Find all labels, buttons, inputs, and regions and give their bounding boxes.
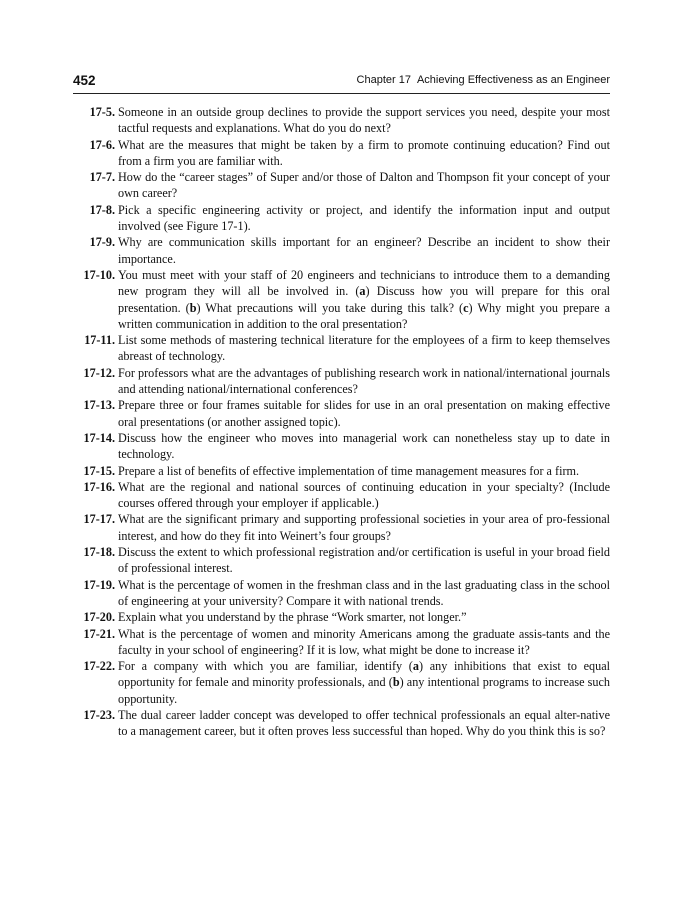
problem-text: Discuss how the engineer who moves into managerial work can nonetheless stay up to date in technology. <box>118 430 610 462</box>
problem-number: 17-8. <box>89 202 115 217</box>
running-head <box>357 74 610 86</box>
problem-text-segment: ) any inhibitions that exist to equal opportunity for female and minority professionals, and ( <box>118 659 610 690</box>
problem-item <box>73 511 610 544</box>
header-rule <box>73 93 610 94</box>
problem-number: 17-15. <box>83 463 115 478</box>
problem-text: Pick a specific engineering activity or project, and identify the information input and output involved (see Figure 17-1). <box>118 202 610 234</box>
problem-number: 17-14. <box>83 430 115 445</box>
problem-text <box>118 658 610 707</box>
problem-number: 17-19. <box>83 577 115 592</box>
problem-item <box>73 544 610 577</box>
problem-item <box>73 609 610 625</box>
problem-text-segment: ) Why might you prepare a written communication in addition to the oral presentation? <box>118 300 611 331</box>
part-label: a <box>412 659 419 674</box>
problem-text-segment: ) What precautions will you take during this talk? ( <box>196 300 464 315</box>
problem-item <box>73 234 610 267</box>
problem-number: 17-21. <box>83 626 115 641</box>
problem-item <box>73 202 610 235</box>
problem-text: How do the “career stages” of Super and/or those of Dalton and Thompson fit your concept of your own career? <box>118 170 610 201</box>
chapter-label: Chapter 17 <box>356 74 411 86</box>
problem-number: 17-9. <box>89 235 115 250</box>
part-label: b <box>392 675 400 690</box>
problem-item <box>73 365 610 398</box>
problem-text: List some methods of mastering technical literature for the employees of a firm to keep themselves abreast of technology. <box>118 333 610 364</box>
problem-text: What are the significant primary and supporting professional societies in your area of pro-fessional interest, and how do they fit into Weinert’s four groups? <box>118 512 610 543</box>
problem-text: Why are communication skills important for an engineer? Describe an incident to show their importance. <box>118 235 610 266</box>
problem-text: Explain what you understand by the phrase “Work smarter, not longer.” <box>118 610 467 625</box>
problem-text-segment: You must meet with your staff of 20 engineers and technicians to introduce them to a demanding new program they will all be involved in. ( <box>118 267 610 299</box>
problem-text <box>118 267 610 332</box>
problem-text: What is the percentage of women in the freshman class and in the last graduating class in the school of engineering at your university? Compare it with national trends. <box>118 577 610 608</box>
problem-text: Prepare a list of benefits of effective implementation of time management measures for a firm. <box>118 463 580 478</box>
problem-item <box>73 332 610 365</box>
problem-text-segment: ) Discuss how you will prepare for this oral presentation. ( <box>118 284 610 315</box>
problem-text: Discuss the extent to which professional registration and/or certification is useful in your broad field of professional interest. <box>118 545 610 576</box>
problem-text-segment: ) any intentional programs to increase such opportunity. <box>118 675 610 706</box>
problem-item <box>73 479 610 512</box>
problem-number: 17-22. <box>83 659 115 674</box>
page-number: 452 <box>73 73 96 88</box>
problem-item <box>73 707 610 740</box>
problem-text: What is the percentage of women and minority Americans among the graduate assis-tants and the faculty in your school of engineering? If it is low, what might be done to increase it? <box>118 626 610 657</box>
chapter-title: Achieving Effectiveness as an Engineer <box>416 74 610 86</box>
problem-number: 17-20. <box>83 610 115 625</box>
problem-list <box>73 104 610 740</box>
part-label: c <box>463 300 469 315</box>
running-header <box>73 73 610 91</box>
problem-number: 17-17. <box>83 512 115 527</box>
problem-item <box>73 104 610 137</box>
problem-item <box>73 658 610 707</box>
problem-text: Prepare three or four frames suitable for slides for use in an oral presentation on making effective oral presentations (or another assigned topic). <box>118 398 610 429</box>
part-label: b <box>189 300 197 315</box>
problem-item <box>73 397 610 430</box>
problem-number: 17-5. <box>89 105 115 119</box>
problem-text: Someone in an outside group declines to provide the support services you need, despite your most tactful requests and explanations. What do you do next? <box>118 105 610 136</box>
problem-item <box>73 137 610 170</box>
problem-item <box>73 430 610 463</box>
problem-number: 17-18. <box>83 545 115 560</box>
problem-item <box>73 463 610 479</box>
problem-item <box>73 626 610 659</box>
problem-item <box>73 169 610 202</box>
problem-number: 17-11. <box>84 333 115 348</box>
problem-text: What are the measures that might be taken by a firm to promote continuing education? Find out from a firm you are familiar with. <box>118 137 610 168</box>
problem-text: The dual career ladder concept was developed to offer technical professionals an equal alter-native to a management career, but it often proves less successful than hoped. Why do you think this is so? <box>118 707 610 739</box>
problem-number: 17-12. <box>83 365 115 380</box>
problem-text-segment: For a company with which you are familiar, identify ( <box>118 659 413 674</box>
problem-item <box>73 577 610 610</box>
problem-number: 17-13. <box>83 398 115 413</box>
problem-number: 17-23. <box>83 707 115 722</box>
problem-text: For professors what are the advantages of publishing research work in national/international journals and attending national/international conferences? <box>118 365 610 397</box>
problem-number: 17-16. <box>83 479 115 494</box>
problem-item <box>73 267 610 332</box>
part-label: a <box>359 284 366 299</box>
problem-number: 17-7. <box>89 170 115 185</box>
problem-number: 17-6. <box>89 137 115 152</box>
problem-number: 17-10. <box>83 267 115 282</box>
problem-text: What are the regional and national sources of continuing education in your specialty? (Include courses offered through your employer if applicable.) <box>118 479 610 511</box>
